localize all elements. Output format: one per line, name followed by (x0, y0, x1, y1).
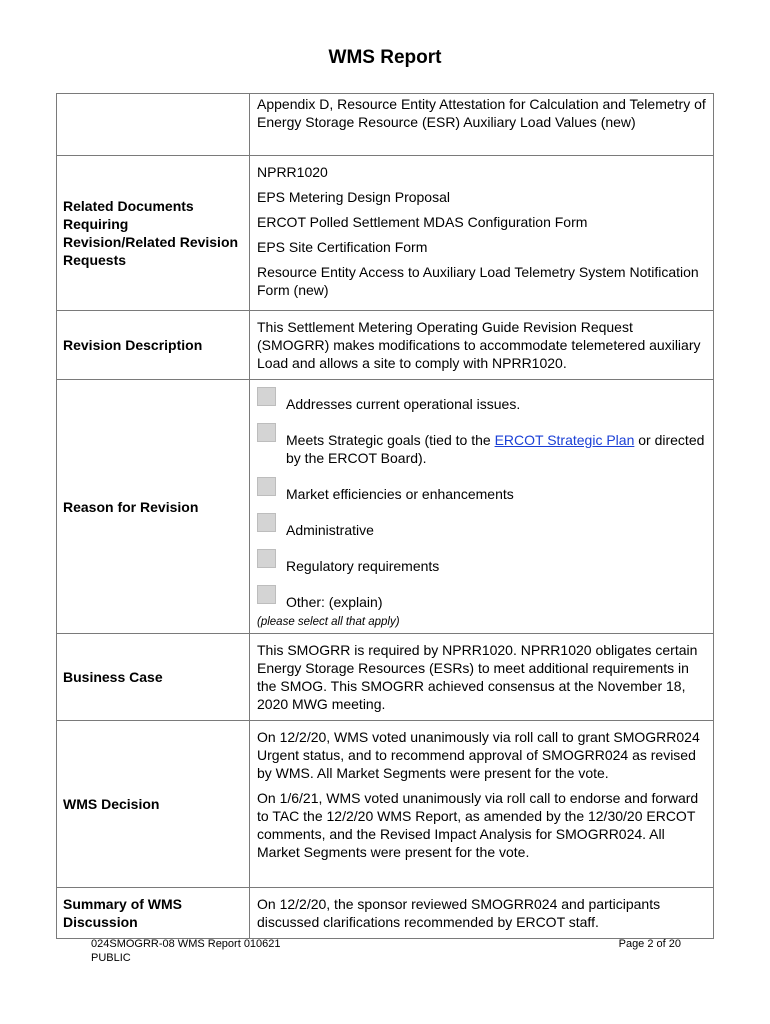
decision-paragraph: On 12/2/20, WMS voted unanimously via roll call to grant SMOGRR024 Urgent status, and to recommend approval of SMOGRR024 as revised by WMS. All Market Segments were present for the vote. (257, 729, 700, 781)
row-summary-discussion (57, 888, 714, 939)
row-content (250, 634, 714, 721)
option-label: Other: (explain) (286, 594, 383, 610)
checkbox[interactable] (257, 585, 276, 604)
row-label: WMS Decision (57, 721, 250, 888)
reason-option (257, 425, 706, 467)
reason-option (257, 389, 706, 413)
option-label: Addresses current operational issues. (286, 396, 521, 412)
option-label: Market efficiencies or enhancements (286, 486, 514, 502)
row-label: Summary of WMS Discussion (57, 888, 250, 939)
document-id: 024SMOGRR-08 WMS Report 010621 (91, 938, 281, 950)
related-doc-item: ERCOT Polled Settlement MDAS Configuration Form (257, 214, 588, 230)
summary-text: On 12/2/20, the sponsor reviewed SMOGRR024 and participants discussed clarifications recommended by ERCOT staff. (257, 896, 661, 930)
row-content (250, 380, 714, 634)
row-content (250, 311, 714, 380)
footer-left (91, 937, 281, 965)
reason-option (257, 479, 706, 503)
related-doc-item: EPS Site Certification Form (257, 239, 428, 255)
select-all-note: (please select all that apply) (257, 616, 400, 628)
row-content (250, 156, 714, 311)
reason-option (257, 551, 706, 575)
decision-paragraph: On 1/6/21, WMS voted unanimously via roll call to endorse and forward to TAC the 12/2/20 WMS Report, as amended by the 12/30/20 ERCOT comments, and the Revised Impact Analysis for SMOGRR024. All Market Segments were present for the vote. (257, 790, 699, 860)
business-case-text: This SMOGRR is required by NPRR1020. NPRR1020 obligates certain Energy Storage Resources (ESRs) to meet additional requirements in the SMOG. This SMOGRR achieved consensus at the November 18, 2020 MWG meeting. (257, 642, 698, 712)
row-related-documents (57, 156, 714, 311)
revision-description-text: This Settlement Metering Operating Guide Revision Request (SMOGRR) makes modifications to accommodate telemetered auxiliary Load and allows a site to comply with NPRR1020. (257, 319, 701, 371)
row-business-case (57, 634, 714, 721)
option-label-start: Meets Strategic goals (tied to the (286, 432, 495, 448)
row-content (250, 721, 714, 888)
row-revision-description (57, 311, 714, 380)
page-title: WMS Report (328, 47, 442, 68)
page-number: Page 2 of 20 (618, 938, 681, 950)
row-wms-decision (57, 721, 714, 888)
related-doc-item: EPS Metering Design Proposal (257, 189, 450, 205)
row-label (57, 94, 250, 156)
checkbox[interactable] (257, 549, 276, 568)
ercot-strategic-plan-link[interactable]: ERCOT Strategic Plan (494, 432, 635, 448)
appendix-text: Appendix D, Resource Entity Attestation for Calculation and Telemetry of Energy Storage Resource (ESR) Auxiliary Load Values (new) (257, 96, 706, 130)
checkbox[interactable] (257, 387, 276, 406)
row-label: Business Case (57, 634, 250, 721)
checkbox[interactable] (257, 423, 276, 442)
option-label: Regulatory requirements (286, 558, 440, 574)
reason-option (257, 515, 706, 539)
related-doc-item: Resource Entity Access to Auxiliary Load Telemetry System Notification Form (new) (257, 264, 699, 298)
related-doc-item: NPRR1020 (257, 164, 328, 180)
checkbox[interactable] (257, 477, 276, 496)
classification-label: PUBLIC (91, 952, 131, 964)
row-content (250, 94, 714, 156)
row-label: Reason for Revision (57, 380, 250, 634)
row-label: Related Documents Requiring Revision/Related Revision Requests (57, 156, 250, 311)
checkbox[interactable] (257, 513, 276, 532)
row-content (250, 888, 714, 939)
row-label: Revision Description (57, 311, 250, 380)
page-footer (91, 937, 681, 965)
reason-option (257, 587, 706, 611)
report-table (56, 93, 714, 939)
option-label: Administrative (286, 522, 374, 538)
option-label-end: or directed by the ERCOT Board). (286, 432, 705, 466)
row-reason-for-revision (57, 380, 714, 634)
row-appendix (57, 94, 714, 156)
option-label (286, 425, 706, 467)
